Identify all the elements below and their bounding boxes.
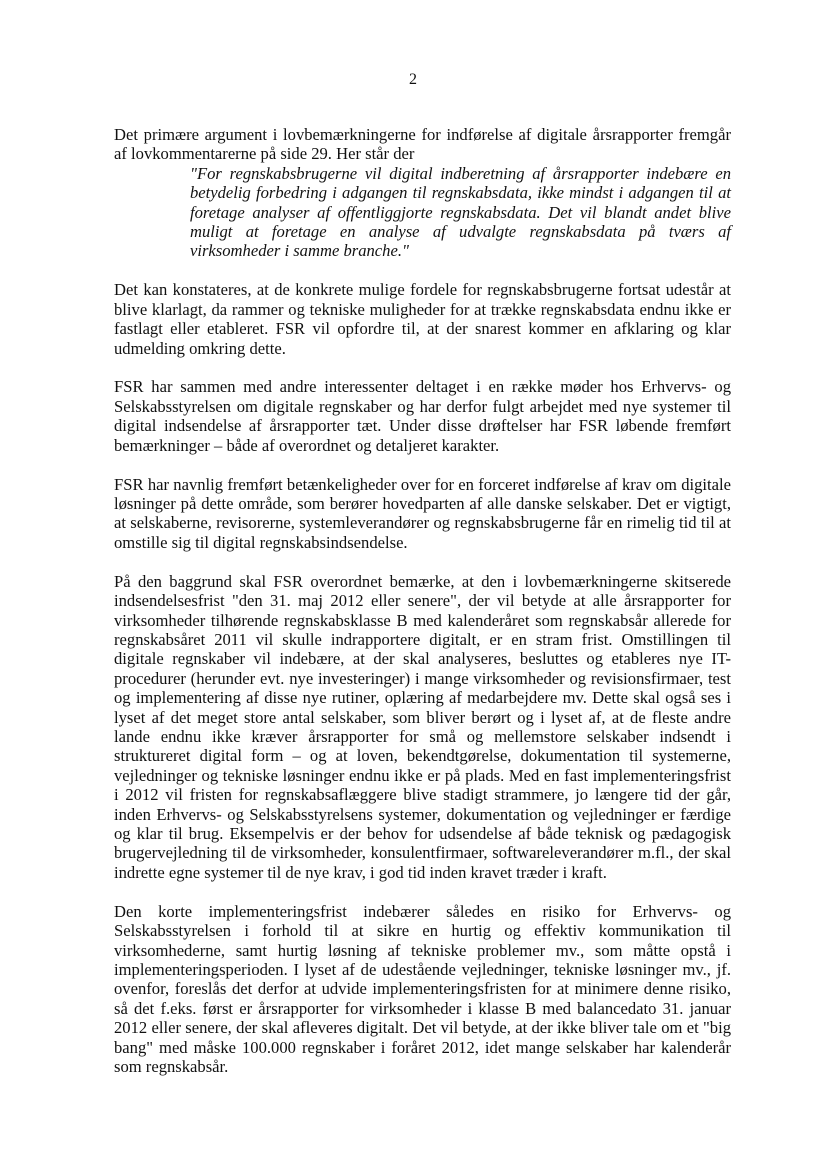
paragraph-intro: Det primære argument i lovbemærkningerne for indførelse af digitale årsrapporter fremgår af lovkommentarerne på side 29. Her står der (114, 125, 731, 164)
paragraph-4: FSR har navnlig fremført betænkeligheder over for en forceret indførelse af krav om digitale løsninger på dette område, som berører hovedparten af alle danske selskaber. Det er vigtigt, at selskaberne, revisorerne, systemleverandører og regnskabsbrugerne får en rimelig tid til at omstille sig til digital regnskabsindsendelse. (114, 474, 731, 552)
quotation-block: "For regnskabsbrugerne vil digital indberetning af årsrapporter indebære en betydelig forbedring i adgangen til regnskabsdata, ikke mindst i adgangen til at foretage analyser af offentliggjorte regnskabsdata. Det vil blandt andet blive muligt at foretage en analyse af udvalgte regnskabsdata på tværs af virksomheder i samme branche." (190, 163, 731, 261)
paragraph-2: Det kan konstateres, at de konkrete mulige fordele for regnskabsbrugerne fortsat udestår at blive klarlagt, da rammer og tekniske muligheder for at trække regnskabsdata endnu ikke er fastlagt eller etableret. FSR vil opfordre til, at der snarest kommer en afklaring og klar udmelding omkring dette. (114, 280, 731, 358)
paragraph-6: Den korte implementeringsfrist indebærer således en risiko for Erhvervs- og Selskabsstyrelsen i forhold til at sikre en hurtig og effektiv kommunikation til virksomhederne, samt hurtig løsning af tekniske problemer mv., som måtte opstå i implementeringsperioden. I lyset af de udestående vejledninger, tekniske løsninger mv., jf. ovenfor, foreslås det derfor at udvide implementeringsfristen for at minimere denne risiko, så det f.eks. først er årsrapporter for virksomheder i klasse B med balancedato 31. januar 2012 eller senere, der skal afleveres digitalt. Det vil betyde, at der ikke bliver tale om et "big bang" med måske 100.000 regnskaber i foråret 2012, idet mange selskaber har kalenderår som regnskabsår. (114, 901, 731, 1076)
paragraph-3: FSR har sammen med andre interessenter deltaget i en række møder hos Erhvervs- og Selskabsstyrelsen om digitale regnskaber og har derfor fulgt arbejdet med nye systemer til digital indsendelse af årsrapporter tæt. Under disse drøftelser har FSR løbende fremført bemærkninger – både af overordnet og detaljeret karakter. (114, 377, 731, 455)
document-body (114, 125, 731, 1096)
page-number: 2 (409, 71, 417, 88)
paragraph-5: På den baggrund skal FSR overordnet bemærke, at den i lovbemærkningerne skitserede indsendelsesfrist "den 31. maj 2012 eller senere", der vil betyde at alle årsrapporter for virksomheder tilhørende regnskabsklasse B med kalenderåret som regnskabsår allerede for regnskabsåret 2011 vil skulle indrapportere digitalt, er en stram frist. Omstillingen til digitale regnskaber vil indebære, at der skal analyseres, besluttes og etableres nye IT-procedurer (herunder evt. nye investeringer) i mange virksomheder og revisionsfirmaer, test og implementering af disse nye rutiner, oplæring af medarbejdere mv. Dette skal også ses i lyset af det meget store antal selskaber, som bliver berørt og i lyset af, at de fleste andre lande endnu ikke kræver årsrapporter for små og mellemstore selskaber indsendt i struktureret digital form – og at loven, bekendtgørelse, dokumentation til systemerne, vejledninger og tekniske løsninger endnu ikke er på plads. Med en fast implementeringsfrist i 2012 vil fristen for regnskabsaflæggere blive stadigt strammere, jo længere tid der går, inden Erhvervs- og Selskabsstyrelsens systemer, dokumentation og vejledninger er færdige og klar til brug. Eksempelvis er der behov for udsendelse af både teknisk og pædagogisk brugervejledning til de virksomheder, konsulentfirmaer, softwareleverandører m.fl., der skal indrette egne systemer til de nye krav, i god tid inden kravet træder i kraft. (114, 571, 731, 882)
